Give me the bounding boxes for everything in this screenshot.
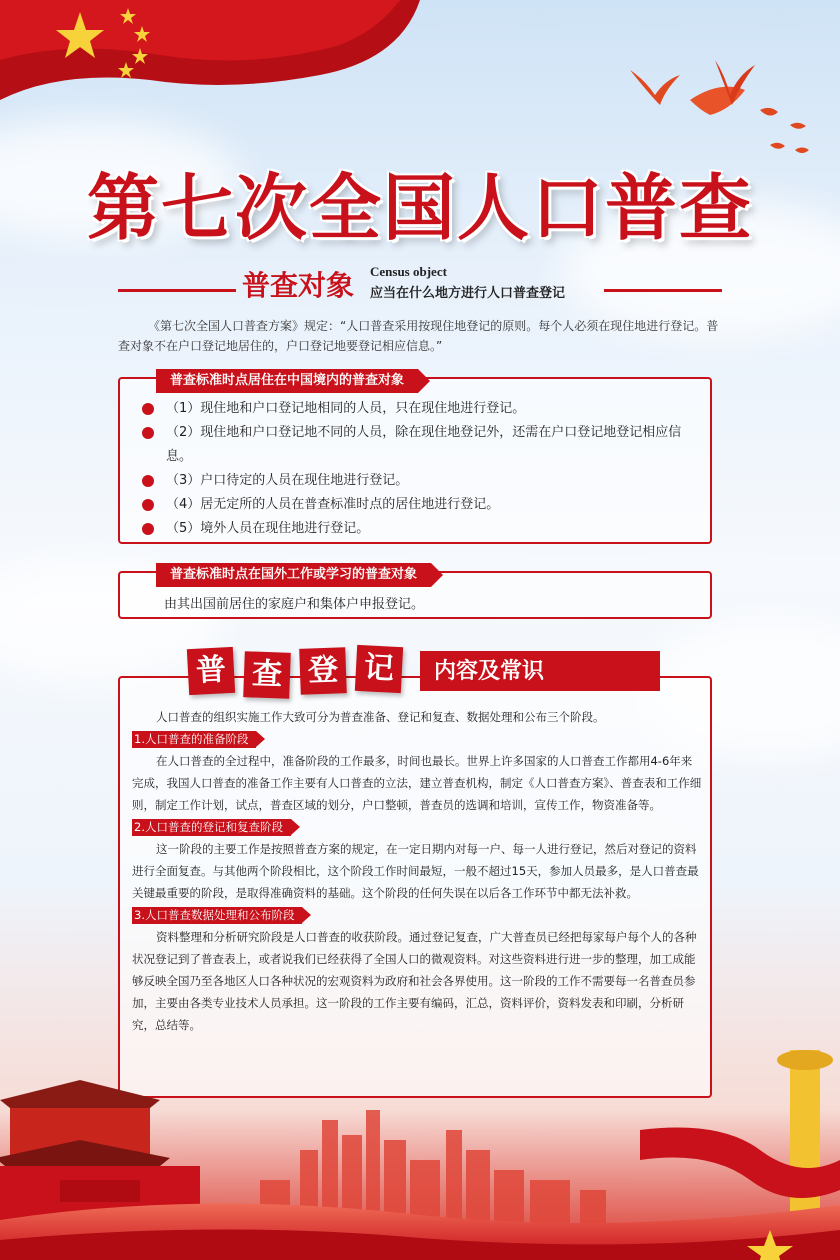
box-tag: 普查标准时点居住在中国境内的普查对象 (156, 369, 418, 393)
content-intro: 人口普查的组织实施工作大致可分为普查准备、登记和复查、数据处理和公布三个阶段。 (156, 710, 605, 724)
heading-bar: 内容及常识 (420, 651, 660, 691)
stage-text: 资料整理和分析研究阶段是人口普查的收获阶段。通过登记复查，广大普查员已经把每家每户每个人的各种状况登记到了普查表上，或者说我们已经获得了全国人口的微观资料。对这些资料进行进一步的整理，加工成能够反映全国乃至各地区人口各种状况的宏观资料为政府和社会各界使用。这一阶段的工作不需要每一名普查员参加，主要由各类专业技术人员承担。这一阶段的工作主要有编码，汇总，资料评价，资料发表和印刷，分析研究，总结等。 (132, 930, 697, 1032)
bullet-icon (142, 403, 154, 415)
section-subtitle: 应当在什么地方进行人口普查登记 (370, 286, 566, 301)
city-skyline-decoration (0, 1040, 840, 1260)
overseas-census-objects-box (118, 567, 712, 619)
bullet-icon (142, 499, 154, 511)
list-item: （2）现住地和户口登记地不同的人员，除在现住地登记外，还需在户口登记地登记相应信息。 (142, 421, 696, 469)
bullet-icon (142, 523, 154, 535)
stage-label: 1.人口普查的准备阶段 (132, 731, 256, 748)
stage-text: 在人口普查的全过程中，准备阶段的工作最多，时间也最长。世界上许多国家的人口普查工作都用4-6年来完成，我国人口普查的准备工作主要有人口普查的立法，建立普查机构，制定《人口普查方案》、普查表和工作细则，制定工作计划，试点，普查区域的划分，户口整顿，普查员的选调和培训，宣传工作，物资准备等。 (132, 754, 702, 812)
section-heading-english: Census object (370, 264, 447, 279)
heading-char-tile: 记 (355, 645, 403, 693)
list-item: （5）境外人员在现住地进行登记。 (142, 517, 696, 541)
section-intro-paragraph: 《第七次全国人口普查方案》规定：“人口普查采用按现住地登记的原则。每个人必须在现住地进行登记。普查对象不在户口登记地居住的，户口登记地要登记相应信息。” (118, 319, 719, 353)
heading-char-tile: 登 (299, 647, 347, 695)
heading-char-tile: 查 (243, 651, 291, 699)
list-item: （4）居无定所的人员在普查标准时点的居住地进行登记。 (142, 493, 696, 517)
domestic-census-objects-box (118, 373, 712, 544)
poster-title: 第七次全国人口普查 (86, 166, 753, 250)
list-item: （3）户口待定的人员在现住地进行登记。 (142, 469, 696, 493)
header-divider (118, 289, 236, 292)
header-divider (604, 289, 722, 292)
stage-label: 2.人口普查的登记和复查阶段 (132, 819, 291, 836)
bullet-icon (142, 427, 154, 439)
section-heading: 普查对象 (242, 269, 355, 302)
census-object-list (142, 397, 696, 541)
bullet-icon (142, 475, 154, 487)
box-tag: 普查标准时点在国外工作或学习的普查对象 (156, 563, 431, 587)
list-item: （1）现住地和户口登记地相同的人员，只在现住地进行登记。 (142, 397, 696, 421)
stage-text: 这一阶段的主要工作是按照普查方案的规定，在一定日期内对每一户、每一人进行登记，然后对登记的资料进行全面复查。与其他两个阶段相比，这个阶段工作时间最短，一般不超过15天，参加人员最多，是人口普查最关键最重要的阶段，是取得准确资料的基础。这个阶段的任何失误在以后各工作环节中都无法补救。 (132, 842, 699, 900)
heading-char-tile: 普 (187, 647, 235, 695)
box-text: 由其出国前居住的家庭户和集体户申报登记。 (164, 597, 425, 612)
stage-label: 3.人口普查数据处理和公布阶段 (132, 907, 302, 924)
red-flag-decoration (0, 0, 420, 110)
registration-content (132, 706, 702, 1036)
section-header-census-object (118, 262, 722, 304)
